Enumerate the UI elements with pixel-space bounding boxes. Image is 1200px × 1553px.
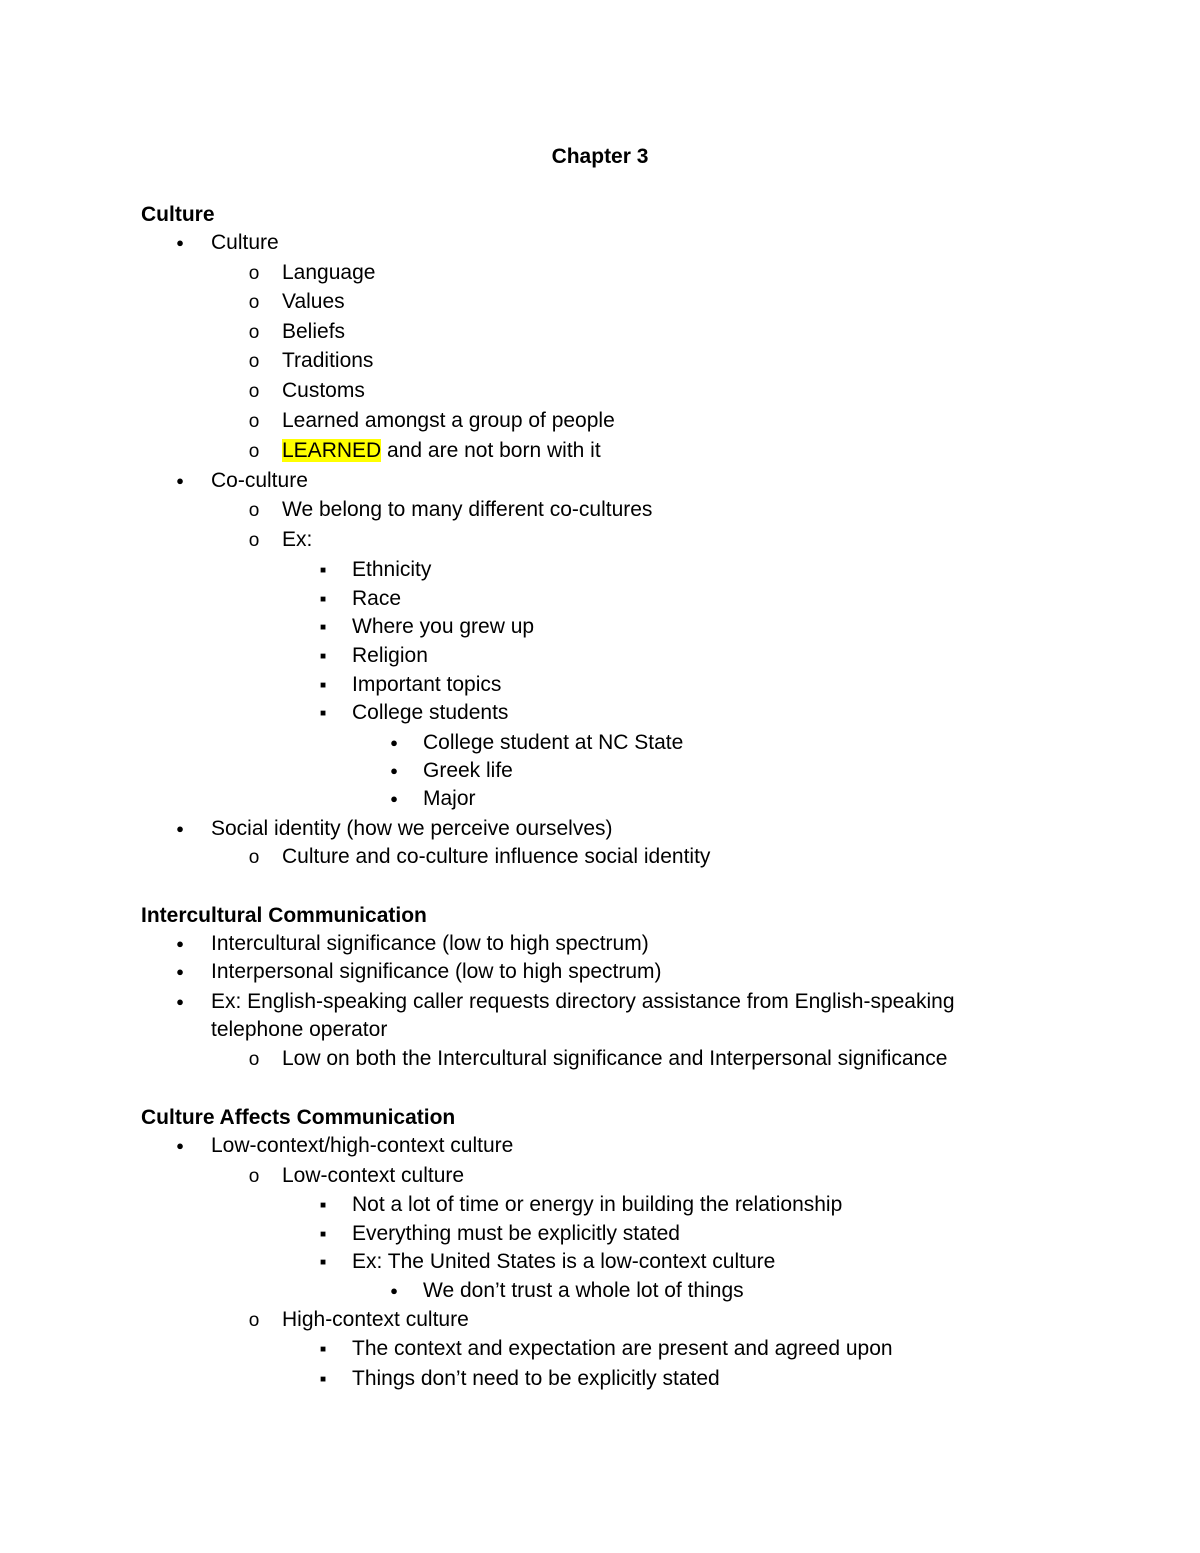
- list-item-important-topics: Important topics: [352, 673, 502, 696]
- bullet-square-icon: [313, 613, 333, 645]
- list-item-many-cocultures: We belong to many different co-cultures: [282, 498, 653, 521]
- bullet-disc-icon: [170, 958, 190, 988]
- list-item-low-context: Low-context culture: [282, 1164, 465, 1187]
- section-heading-culture: Culture: [141, 203, 215, 226]
- bullet-circle-icon: [244, 407, 264, 436]
- bullet-circle-icon: [244, 437, 264, 466]
- bullet-circle-icon: [244, 318, 264, 347]
- list-item-learned-group: Learned amongst a group of people: [282, 409, 615, 432]
- bullet-disc-icon: [170, 467, 190, 497]
- list-item-intercultural-significance: Intercultural significance (low to high spectrum): [211, 932, 649, 955]
- bullet-circle-icon: [244, 1045, 264, 1074]
- bullet-disc-icon: [170, 1132, 190, 1162]
- list-item-not-explicit: Things don’t need to be explicitly stated: [352, 1367, 720, 1390]
- bullet-circle-icon: [244, 526, 264, 555]
- bullet-circle-icon: [244, 377, 264, 406]
- bullet-square-icon: [313, 556, 333, 588]
- bullet-square-icon: [313, 699, 333, 731]
- bullet-circle-icon: [244, 347, 264, 376]
- bullet-circle-icon: [244, 843, 264, 872]
- bullet-disc-icon: [170, 815, 190, 845]
- bullet-circle-icon: [244, 1162, 264, 1191]
- list-item-interpersonal-significance: Interpersonal significance (low to high spectrum): [211, 960, 662, 983]
- bullet-disc-icon: [384, 757, 404, 787]
- bullet-circle-icon: [244, 1306, 264, 1335]
- list-item-religion: Religion: [352, 644, 428, 667]
- list-item-high-context: High-context culture: [282, 1308, 469, 1331]
- bullet-disc-icon: [384, 1277, 404, 1307]
- list-item-not-time: Not a lot of time or energy in building the relationship: [352, 1193, 843, 1216]
- list-item-ex: Ex:: [282, 528, 313, 551]
- list-item-ex-caller: Ex: English-speaking caller requests directory assistance from English-speaking: [211, 990, 955, 1013]
- list-item-us-low: Ex: The United States is a low-context culture: [352, 1250, 776, 1273]
- list-item-traditions: Traditions: [282, 349, 374, 372]
- bullet-circle-icon: [244, 288, 264, 317]
- list-item-language: Language: [282, 261, 376, 284]
- list-item-beliefs: Beliefs: [282, 320, 346, 343]
- bullet-square-icon: [313, 1335, 333, 1367]
- highlighted-text: LEARNED: [282, 439, 382, 462]
- bullet-square-icon: [313, 642, 333, 674]
- learned-rest-text: and are not born with it: [381, 439, 601, 462]
- bullet-disc-icon: [170, 229, 190, 259]
- list-item-explicit: Everything must be explicitly stated: [352, 1222, 680, 1245]
- list-item-social-identity: Social identity (how we perceive ourselves): [211, 817, 613, 840]
- list-item-ncstate: College student at NC State: [423, 731, 684, 754]
- list-item-college-students: College students: [352, 701, 509, 724]
- bullet-square-icon: [313, 1191, 333, 1223]
- list-item-influence: Culture and co-culture influence social identity: [282, 845, 711, 868]
- bullet-disc-icon: [170, 988, 190, 1018]
- section-heading-affects: Culture Affects Communication: [141, 1106, 456, 1129]
- list-item-agreed: The context and expectation are present and agreed upon: [352, 1337, 893, 1360]
- section-heading-intercultural: Intercultural Communication: [141, 904, 427, 927]
- list-item-learned: [282, 437, 601, 465]
- bullet-disc-icon: [384, 729, 404, 759]
- list-item-where-grew-up: Where you grew up: [352, 615, 535, 638]
- bullet-disc-icon: [384, 785, 404, 815]
- list-item-low-both: Low on both the Intercultural significance and Interpersonal significance: [282, 1047, 948, 1070]
- list-item-dont-trust: We don’t trust a whole lot of things: [423, 1279, 744, 1302]
- bullet-circle-icon: [244, 259, 264, 288]
- list-item-major: Major: [423, 787, 476, 810]
- list-item-customs: Customs: [282, 379, 365, 402]
- list-item-coculture: Co-culture: [211, 469, 308, 492]
- bullet-circle-icon: [244, 496, 264, 525]
- list-item-values: Values: [282, 290, 345, 313]
- list-item-culture: Culture: [211, 231, 279, 254]
- bullet-square-icon: [313, 1248, 333, 1280]
- list-item-race: Race: [352, 587, 402, 610]
- bullet-square-icon: [313, 1365, 333, 1397]
- list-item-low-high-context: Low-context/high-context culture: [211, 1134, 514, 1157]
- bullet-disc-icon: [170, 930, 190, 960]
- list-item-greek: Greek life: [423, 759, 513, 782]
- list-item-ethnicity: Ethnicity: [352, 558, 432, 581]
- page-title: Chapter 3: [551, 145, 649, 168]
- list-item-ex-caller-continued: telephone operator: [211, 1018, 388, 1041]
